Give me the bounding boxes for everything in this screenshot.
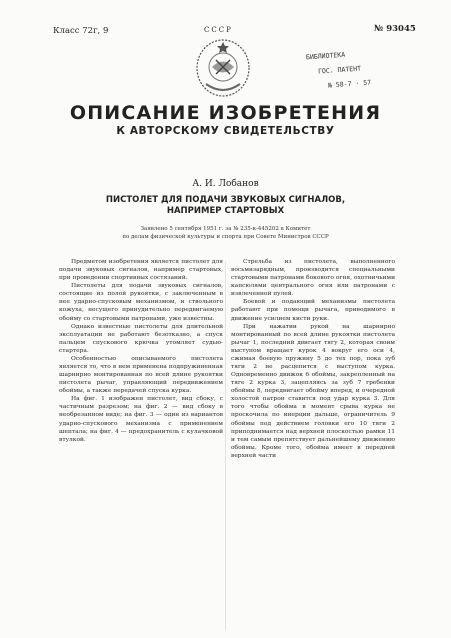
patent-class: Класс 72г, 9 [53,26,109,36]
country-label: СССР [204,26,233,34]
document-title: ОПИСАНИЕ ИЗОБРЕТЕНИЯ [69,102,382,124]
stamp-line-2: ГОС. ПАТЕНТ [317,64,362,76]
paragraph: Однако известные пистолеты для длительной эксплуатации не работают безотказно, а спуск пальцем спускового крючка утомляет судью-стартера. [59,323,223,354]
stamp-line-3: № 58-7 · 57 [327,78,372,90]
author-name: А. И. Лобанов [192,179,259,189]
patent-title-line-1: ПИСТОЛЕТ ДЛЯ ПОДАЧИ ЗВУКОВЫХ СИГНАЛОВ, [105,195,346,205]
library-stamp [298,48,408,100]
patent-title-line-2: НАПРИМЕР СТАРТОВЫХ [166,206,285,216]
body-column-left [59,258,223,444]
patent-title [0,195,451,217]
paragraph: Стрельба из пистолета, выполненного восьмизарядным, производится специальными стартовыми патронами бокового огня, охотничьими капсюлями центрального огня или патронами с извлеченной пулей. [231,259,395,298]
patent-number: № 93045 [374,24,416,34]
filing-info [0,225,451,241]
paragraph: На фиг. 1 изображен пистолет, вид сбоку, с частичным разрезом; на фиг. 2 — вид сбоку в необрезанном виде; на фиг. 3 — один из вариантов ударно-спускового механизма с применением шептала; на фиг. 4 — предохранитель с кулачковой втулкой. [59,396,223,443]
paragraph: Предметом изобретения является пистолет для подачи звуковых сигналов, например стартовых, при проведении спортивных состязаний. [59,259,223,282]
filing-line-1: Заявлено 5 сентября 1951 г. за № 235-к-445202 в Комитет [140,226,311,232]
paragraph: Пистолеты для подачи звуковых сигналов, состоящие из полой рукоятки, с заключенным в нее ударно-спусковым механизмом, и ствольного кожуха, несущего принудительно передвигаемую обойму со стартовыми патронами, уже известны. [59,283,223,322]
state-emblem-icon [192,34,254,100]
paragraph: Особенностью описываемого пистолета является то, что в нем применена подпружиненная шарнирно монтированная по всей длине рукоятки пистолета рычаг, управляющий передвижением обоймы, а также передачей спуска курка. [59,355,223,395]
body-column-right [231,258,395,460]
paragraph: При нажатии рукой на шарнирно монтированный по всей длине рукоятки пистолета рычаг 1, последний двигает тягу 2, которая своим выступом вращает курок 4 вокруг его оси 4, сжимая боевую пружину 5 до тех пор, пока зуб тяги 2 не расцепится с выступом курка. Одновременно движок 6 обоймы, закрепленный на тяге 2 курка 3, зацепляясь за зуб 7 гребенки обоймы 8, передвигает обойму вперед, и очередной холостой патрон ставится под удар курка 3. Для того чтобы обойма в момент срыва курка не проскочила по инерции дальше, ограничитель 9 обоймы под действием головки его 10 тяги 2 приподнимается над верхней плоскостью рамки 11 и тем самым препятствует дальнейшему движению обоймы. Кроме того, обойма имеет в передней верхней части [231,323,395,459]
document-subtitle: К АВТОРСКОМУ СВИДЕТЕЛЬСТВУ [116,125,335,137]
filing-line-2: по делам физической культуры и спорта при Совете Министров СССР [122,234,329,240]
paragraph: Боевой и подающий механизмы пистолета работают при помощи рычага, приводимого в движение усилием кисти руки. [231,299,395,322]
column-divider [225,262,226,630]
stamp-line-1: БИБЛИОТЕКА [305,50,346,62]
